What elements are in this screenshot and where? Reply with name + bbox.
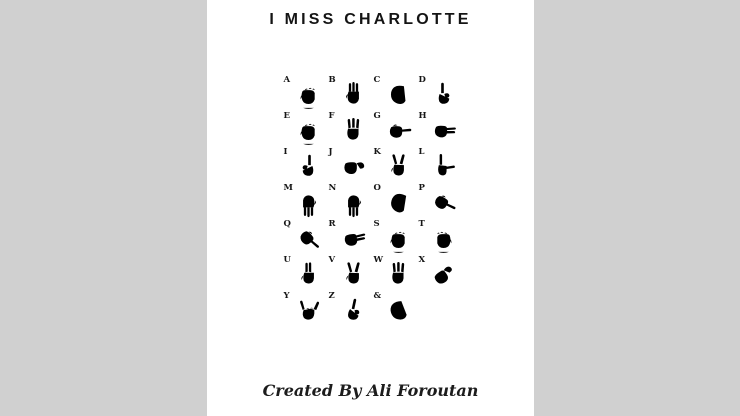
sign-cell [416, 184, 461, 220]
sign-cell [416, 256, 461, 292]
hand-sign-x-icon [418, 254, 464, 297]
letter-label: C [373, 75, 381, 85]
hand-sign-i-icon [293, 152, 324, 183]
hand-sign-j-icon [338, 152, 369, 183]
letter-label: I [283, 147, 288, 157]
letter-label: B [328, 75, 336, 85]
sign-cell [326, 256, 371, 292]
hand-sign-g-icon [383, 116, 414, 147]
letter-label: N [328, 183, 337, 193]
letter-label: A [283, 75, 291, 85]
sign-cell [371, 148, 416, 184]
hand-sign-s-icon [383, 224, 414, 255]
letter-label: P [418, 183, 425, 193]
sign-cell [371, 292, 416, 328]
hand-sign-l-icon [428, 152, 459, 183]
hand-sign-r-icon [335, 222, 371, 258]
hand-sign-o-icon [379, 185, 417, 223]
hand-sign-h-icon [428, 116, 459, 147]
hand-sign-d-icon [428, 80, 459, 111]
sign-cell [326, 220, 371, 256]
letter-label: Y [283, 291, 290, 301]
letter-label: T [418, 219, 425, 229]
letter-label: X [418, 255, 426, 265]
sign-cell [371, 112, 416, 148]
hand-sign-p-icon [422, 182, 464, 224]
hand-sign-t-icon [428, 224, 459, 255]
hand-sign-b-icon [338, 80, 369, 111]
hand-sign-w-icon [383, 260, 414, 291]
hand-sign-a-icon [293, 80, 324, 111]
letter-label: Q [283, 219, 291, 229]
letter-label: S [373, 219, 380, 229]
letter-label: M [283, 183, 293, 193]
sign-cell [326, 76, 371, 112]
poster-credit: Created By Ali Foroutan [262, 381, 479, 400]
letter-label: E [283, 111, 290, 121]
sign-cell [416, 76, 461, 112]
sign-cell [371, 256, 416, 292]
hand-sign-v-icon [338, 260, 369, 291]
hand-sign-n-icon [338, 188, 369, 219]
hand-sign-e-icon [293, 116, 324, 147]
poster [207, 0, 534, 416]
hand-sign-q-icon [283, 218, 330, 262]
letter-label: F [328, 111, 335, 121]
hand-sign-y-icon [293, 296, 324, 327]
sign-alphabet-grid [281, 76, 461, 328]
letter-label: R [328, 219, 336, 229]
sign-cell [326, 292, 371, 328]
sign-cell [416, 148, 461, 184]
letter-label: G [373, 111, 381, 121]
sign-cell [416, 112, 461, 148]
letter-label: W [373, 255, 384, 265]
sign-cell [371, 184, 416, 220]
sign-cell [326, 112, 371, 148]
sign-cell [281, 220, 326, 256]
letter-label: V [328, 255, 336, 265]
sign-cell [281, 184, 326, 220]
hand-sign-m-icon [293, 188, 324, 219]
poster-title: I MISS CHARLOTTE [269, 11, 472, 28]
sign-cell [281, 148, 326, 184]
letter-label: U [283, 255, 291, 265]
hand-sign-f-icon [338, 116, 369, 147]
sign-cell [281, 256, 326, 292]
letter-label: L [418, 147, 425, 157]
letter-label: & [373, 291, 382, 301]
letter-label: O [373, 183, 381, 193]
hand-sign-c-icon [383, 80, 414, 111]
hand-sign-z-icon [335, 293, 372, 330]
letter-label: Z [328, 291, 335, 301]
sign-cell [371, 76, 416, 112]
sign-cell [416, 220, 461, 256]
hand-sign-k-icon [383, 152, 414, 183]
letter-label: H [418, 111, 427, 121]
sign-cell [326, 148, 371, 184]
hand-sign-and-icon [379, 293, 417, 331]
sign-cell [281, 76, 326, 112]
sign-cell [326, 184, 371, 220]
hand-sign-u-icon [293, 260, 324, 291]
sign-cell [281, 292, 326, 328]
sign-cell [371, 220, 416, 256]
sign-cell [281, 112, 326, 148]
letter-label: D [418, 75, 426, 85]
letter-label: K [373, 147, 381, 157]
letter-label: J [328, 147, 333, 157]
